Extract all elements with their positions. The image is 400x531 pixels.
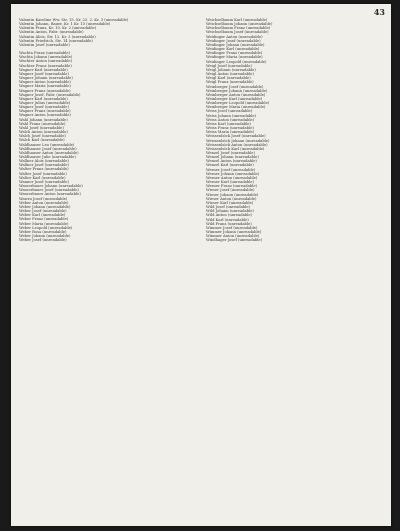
directory-entry: Wimmer Josef (unreadable) [206,225,258,230]
directory-entry: Werner Anton (unreadable) [206,175,258,180]
directory-entry: Weinberger Johann (unreadable) [206,88,268,93]
directory-entry: Weidinger Maria (unreadable) [206,55,263,60]
directory-entry: Weber Rosa (unreadable) [19,229,67,234]
directory-entry: Wild Josef (unreadable) [206,205,250,210]
directory-entry: Weichselbaum Johann (unreadable) [206,22,273,27]
directory-entry: Weber Johann (unreadable) [19,233,71,238]
directory-entry: Wild Anton (unreadable) [206,213,252,218]
directory-entry: Weber Karl (unreadable) [19,213,66,218]
directory-entry: Weidinger Leopold (unreadable) [206,59,267,64]
directory-entry: Wenzel Anton (unreadable) [206,159,257,164]
directory-entry: Weber Josef (unreadable) [19,209,67,214]
directory-entry: Valentin Friedrich, Str. 14 (unreadable) [19,38,93,43]
directory-entry: Valentin Josef (unreadable) [19,42,70,47]
directory-entry: Weinberger Josef (unreadable) [206,84,264,89]
directory-entry: Valentin Johann, Bauer, Kr. 1 Kr. 15 (unreadable) [19,22,111,27]
directory-entry: Waldhauser Anton (unreadable) [19,150,79,155]
directory-entry: Wagner Franz (unreadable) [19,109,71,114]
directory-entry: Wagner Franz (unreadable) [19,88,71,93]
directory-entry: Wieser Josef (unreadable) [206,188,255,193]
directory-entry: Valentin Alois, Str. 12. Kr. 2 (unreadable) [19,34,96,39]
directory-entry: Werner Josef (unreadable) [206,167,256,172]
directory-entry: Walch Josef (unreadable) [19,134,66,139]
directory-entry: Wahl Johann (unreadable) [19,117,68,122]
directory-entry: Weber Johann (unreadable) [19,204,71,209]
directory-entry: Weissenböck Josef (unreadable) [206,134,266,139]
directory-entry: Wagner Karl (unreadable) [19,67,68,72]
directory-entry: Weiss Karl (unreadable) [206,121,251,126]
directory-entry: Wagner Josef, Fabr. (unreadable) [19,92,81,97]
directory-entry: Weidinger Johann (unreadable) [206,42,265,47]
directory-entry: Wasserbauer Josef (unreadable) [19,188,79,193]
directory-entry: Walch Karl (unreadable) [19,138,65,143]
directory-entry: Weiss Franz (unreadable) [206,126,254,131]
directory-entry: Wieser Anton (unreadable) [206,196,257,201]
directory-entry: Weinberger Karl (unreadable) [206,96,263,101]
directory-entry: Wachter Franz (unreadable) [19,63,72,68]
directory-entry: Weichselbaum Josef (unreadable) [206,30,269,35]
directory-entry: Wagner Josef (unreadable) [19,105,69,110]
directory-entry: Wanner Josef (unreadable) [19,179,69,184]
directory-entry: Wachta Franz (unreadable) [19,51,71,56]
directory-entry: Wagner Maria (unreadable) [19,84,71,89]
directory-entry: Weinberger Leopold (unreadable) [206,101,270,106]
directory-entry: Weber Franz (unreadable) [19,217,69,222]
directory-entry: Weissenböck Karl (unreadable) [206,146,265,151]
directory-entry: Wahl Josef (unreadable) [19,125,64,130]
directory-entry: Wild Karl (unreadable) [206,217,249,222]
directory-entry: Valentin Karoline Ww. Str. 15. Kr. 22. 2. Kr. 3 (unreadable) [19,18,129,22]
directory-entry: Wallner Alois (unreadable) [19,159,69,164]
directory-entry: Weigl Johann (unreadable) [206,67,256,72]
directory-entry: Wieser Johann (unreadable) [206,192,259,197]
directory-entry: Wagner Julius (unreadable) [19,100,71,105]
directory-entry: Wagner Johann (unreadable) [19,76,73,81]
directory-entry: Weiss Maria (unreadable) [206,130,255,135]
directory-entry: Valentin Anton, Fabr. (unreadable) [19,30,84,35]
directory-entry: Waldhauser Julie (unreadable) [19,155,76,159]
left-column [19,18,197,242]
directory-entry: Weber Anton (unreadable) [19,200,69,205]
directory-entry: Weidinger Josef (unreadable) [206,38,261,43]
directory-page [11,4,391,526]
directory-entry: Wasserbauer Johann (unreadable) [19,184,83,189]
directory-entry: Valentin Franz, Kr. 10. Kr. 2 (unreadable) [19,26,97,31]
directory-entry: Weigl Anton (unreadable) [206,72,254,77]
directory-entry: Wahl Franz (unreadable) [19,121,66,126]
directory-entry: Walter Franz (unreadable) [19,167,69,172]
directory-entry: Wagner Josef (unreadable) [19,71,69,76]
directory-entry: Waldhauser Josef (unreadable) [19,146,77,151]
directory-entry: Walter Josef (unreadable) [19,171,67,176]
directory-entry: Weidinger Anton (unreadable) [206,34,263,39]
directory-entry: Wenzel Karl (unreadable) [206,163,254,168]
directory-entry: Wachter Anton (unreadable) [19,59,73,64]
directory-entry: Wieser Karl (unreadable) [206,200,254,205]
directory-entry: Wasserbauer Anton (unreadable) [19,192,81,197]
directory-entry: Werner Karl (unreadable) [206,180,255,185]
directory-entry: Wimmer Johann (unreadable) [206,229,262,234]
directory-entry: Weidinger Karl (unreadable) [206,47,260,52]
directory-entry: Waldhauser Leo (unreadable) [19,142,75,147]
directory-entry: Walch Anton (unreadable) [19,130,68,135]
directory-entry: Weiss Anton (unreadable) [206,117,255,122]
directory-entry: Weissenböck Anton (unreadable) [206,142,268,147]
directory-entry: Weinberger Anton (unreadable) [206,92,266,97]
directory-entry: Wagner Anton (unreadable) [19,113,71,118]
directory-entry: Wenzel Johann (unreadable) [206,155,259,160]
directory-entry: Wawra Josef (unreadable) [19,196,68,201]
directory-entry: Wenzel Josef (unreadable) [206,151,255,155]
directory-entry: Weiss Johann (unreadable) [206,113,257,118]
directory-entry: Wallner Josef (unreadable) [19,163,69,168]
directory-entry: Weiss Josef (unreadable) [206,109,253,114]
directory-entry: Wachta Johann (unreadable) [19,55,73,60]
directory-entry: Walter Karl (unreadable) [19,175,66,180]
right-column [206,18,384,242]
directory-entry: Werner Franz (unreadable) [206,184,257,189]
page-number: 43 [373,7,385,17]
directory-entry: Weichselbaum Franz (unreadable) [206,26,271,31]
directory-entry: Weissenböck Johann (unreadable) [206,138,270,143]
directory-entry: Windhager Josef (unreadable) [206,238,263,243]
directory-entry: Weber Leopold (unreadable) [19,225,73,230]
directory-entry: Wagner Anton (unreadable) [19,80,71,85]
directory-entry: Weichselbaum Karl (unreadable) [206,18,268,22]
directory-entry: Wild Johann (unreadable) [206,209,254,214]
directory-entry: Weigl Karl (unreadable) [206,76,251,81]
directory-entry: Weigl Franz (unreadable) [206,80,254,85]
directory-entry: Weigl Josef (unreadable) [206,63,252,68]
directory-entry: Wimmer Anton (unreadable) [206,234,260,239]
directory-entry: Wagner Karl (unreadable) [19,96,68,101]
directory-entry: Weber Maria (unreadable) [19,221,69,226]
directory-entry: Werner Johann (unreadable) [206,171,260,176]
directory-entry: Wild Franz (unreadable) [206,221,252,226]
directory-entry: Weidinger Franz (unreadable) [206,51,263,56]
directory-entry: Weber Josef (unreadable) [19,238,67,243]
directory-entry: Weinberger Maria (unreadable) [206,105,266,110]
